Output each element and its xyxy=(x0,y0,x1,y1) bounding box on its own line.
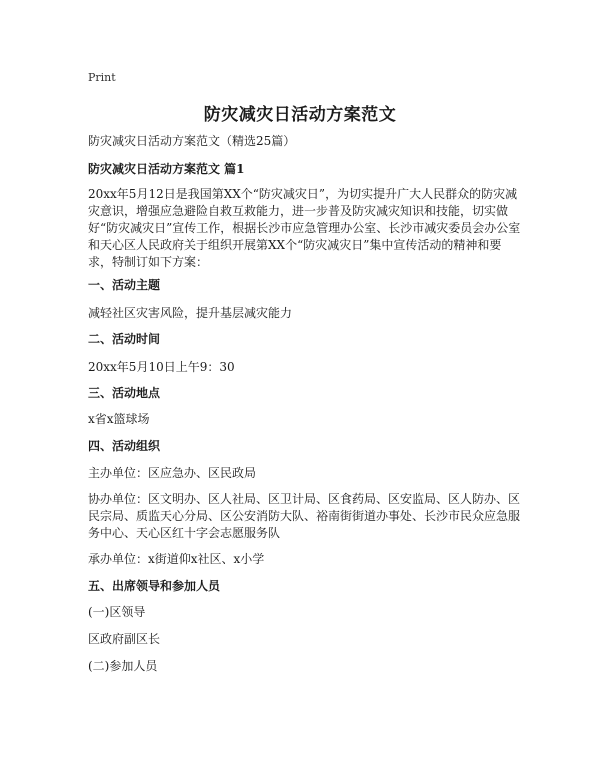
host-text: 主办单位：区应急办、区民政局 xyxy=(88,466,257,480)
leader-text: 区政府副区长 xyxy=(88,632,161,646)
subheading-participants: (二)参加人员 xyxy=(88,659,158,673)
place-text: x省x篮球场 xyxy=(88,412,150,426)
intro-paragraph: 20xx年5月12日是我国第XX个“防灾减灾日”，为切实提升广大人民群众的防灾减灾意识，增强应急避险自救互救能力，进一步普及防灾减灾知识和技能，切实做好“防灾减灾日”宣传工作，根据长沙市应急管理办公室、长沙市减灾委员会办公室和天心区人民政府关于组织开展第XX个“防灾减灾日”集中宣传活动的精神和要求，特制订如下方案： xyxy=(88,187,521,269)
heading-organization: 四、活动组织 xyxy=(88,439,161,453)
heading-time: 二、活动时间 xyxy=(88,332,161,346)
print-label: Print xyxy=(88,71,116,84)
heading-attendees: 五、出席领导和参加人员 xyxy=(88,579,221,593)
subheading-leaders: (一)区领导 xyxy=(88,605,146,619)
article-heading: 防灾减灾日活动方案范文 篇1 xyxy=(88,162,245,176)
theme-text: 减轻社区灾害风险，提升基层减灾能力 xyxy=(88,306,293,320)
doc-subtitle: 防灾减灾日活动方案范文（精选25篇） xyxy=(88,134,296,148)
heading-theme: 一、活动主题 xyxy=(88,278,161,292)
heading-place: 三、活动地点 xyxy=(88,386,161,400)
undertaker-text: 承办单位：x街道仰x社区、x小学 xyxy=(88,552,265,566)
co-organizer-paragraph: 协办单位：区文明办、区人社局、区卫计局、区食药局、区安监局、区人防办、区民宗局、质监天心分局、区公安消防大队、裕南街街道办事处、长沙市民众应急服务中心、天心区红十字会志愿服务队 xyxy=(88,492,521,540)
time-text: 20xx年5月10日上午9：30 xyxy=(88,360,235,374)
page-title: 防灾减灾日活动方案范文 xyxy=(203,105,397,125)
